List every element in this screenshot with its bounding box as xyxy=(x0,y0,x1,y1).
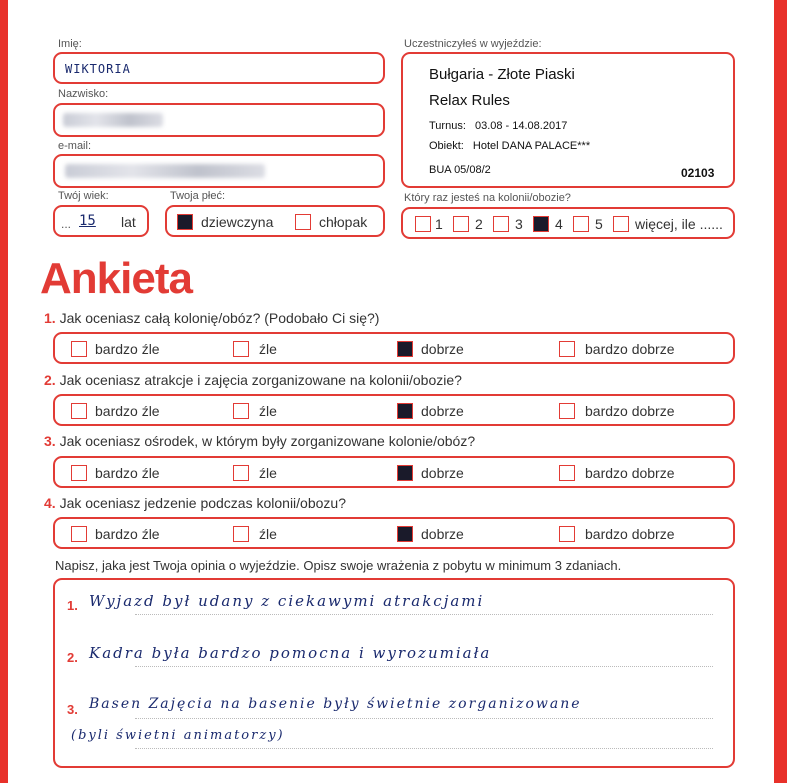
opinion-prompt: Napisz, jaka jest Twoja opinia o wyjeździe. Opisz swoje wrażenia z pobytu w minimum 3 zdaniach. xyxy=(55,558,622,573)
q4-dobrze-label: dobrze xyxy=(421,526,464,542)
which-time-1-label: 1 xyxy=(435,216,443,232)
question-3 xyxy=(44,433,475,449)
q1-dobrze-label: dobrze xyxy=(421,341,464,357)
gender-field xyxy=(165,205,385,237)
opinion-3-number: 3. xyxy=(67,702,78,717)
q1-dobrze-checkbox[interactable] xyxy=(397,341,413,357)
last-name-redacted xyxy=(63,113,163,127)
q1-bardzo-dobrze-checkbox[interactable] xyxy=(559,341,575,357)
trip-program: Relax Rules xyxy=(429,92,510,109)
q1-bardzo-zle-label: bardzo źle xyxy=(95,341,160,357)
opinion-1-number: 1. xyxy=(67,598,78,613)
q2-dobrze-label: dobrze xyxy=(421,403,464,419)
q1-zle-label: źle xyxy=(259,341,277,357)
gender-female-label: dziewczyna xyxy=(201,214,274,230)
question-2-number: 2. xyxy=(44,372,56,388)
q4-bardzo-zle-label: bardzo źle xyxy=(95,526,160,542)
age-label: Twój wiek: xyxy=(58,190,109,202)
which-time-3-label: 3 xyxy=(515,216,523,232)
opinion-box[interactable] xyxy=(53,578,735,768)
question-3-number: 3. xyxy=(44,433,56,449)
age-value: 15 xyxy=(79,213,96,229)
q2-bardzo-zle-label: bardzo źle xyxy=(95,403,160,419)
trip-box xyxy=(401,52,735,188)
which-time-5-label: 5 xyxy=(595,216,603,232)
gender-label: Twoja płeć: xyxy=(170,190,226,202)
trip-code: BUA 05/08/2 xyxy=(429,164,491,176)
first-name-field[interactable] xyxy=(53,52,385,84)
q1-bardzo-zle-checkbox[interactable] xyxy=(71,341,87,357)
opinion-2-number: 2. xyxy=(67,650,78,665)
which-time-more-label: więcej, ile ...... xyxy=(635,216,723,232)
which-time-more-checkbox[interactable] xyxy=(613,216,629,232)
survey-title: Ankieta xyxy=(40,254,192,303)
question-4-text: Jak oceniasz jedzenie podczas kolonii/obozu? xyxy=(59,495,346,511)
q3-zle-label: źle xyxy=(259,465,277,481)
which-time-field xyxy=(401,207,735,239)
q4-bardzo-dobrze-label: bardzo dobrze xyxy=(585,526,675,542)
q3-bardzo-zle-label: bardzo źle xyxy=(95,465,160,481)
which-time-2-checkbox[interactable] xyxy=(453,216,469,232)
turnus-value: 03.08 - 14.08.2017 xyxy=(474,120,568,132)
which-time-2-label: 2 xyxy=(475,216,483,232)
q2-dobrze-checkbox[interactable] xyxy=(397,403,413,419)
opinion-line-4 xyxy=(135,748,713,749)
opinion-2-text: Kadra była bardzo pomocna i wyrozumiała xyxy=(89,644,492,662)
question-1 xyxy=(44,310,379,326)
q4-bardzo-zle-checkbox[interactable] xyxy=(71,526,87,542)
question-3-text: Jak oceniasz ośrodek, w którym były zorganizowane kolonie/obóz? xyxy=(59,433,476,449)
q2-bardzo-dobrze-label: bardzo dobrze xyxy=(585,403,675,419)
q2-zle-label: źle xyxy=(259,403,277,419)
question-4-number: 4. xyxy=(44,495,56,511)
q4-zle-label: źle xyxy=(259,526,277,542)
q3-dobrze-label: dobrze xyxy=(421,465,464,481)
question-2-answers xyxy=(53,394,735,426)
gender-female-checkbox[interactable] xyxy=(177,214,193,230)
q2-bardzo-dobrze-checkbox[interactable] xyxy=(559,403,575,419)
last-name-field[interactable] xyxy=(53,103,385,137)
opinion-line-1 xyxy=(135,614,713,615)
question-4-answers xyxy=(53,517,735,549)
last-name-label: Nazwisko: xyxy=(58,88,109,100)
q3-bardzo-zle-checkbox[interactable] xyxy=(71,465,87,481)
question-1-answers xyxy=(53,332,735,364)
age-dots: ... xyxy=(61,217,72,231)
trip-destination: Bułgaria - Złote Piaski xyxy=(429,66,575,83)
which-time-1-checkbox[interactable] xyxy=(415,216,431,232)
age-unit: lat xyxy=(121,214,136,230)
which-time-5-checkbox[interactable] xyxy=(573,216,589,232)
which-time-4-checkbox[interactable] xyxy=(533,216,549,232)
opinion-line-3 xyxy=(135,718,713,719)
question-4 xyxy=(44,495,346,511)
first-name-value: WIKTORIA xyxy=(65,62,131,76)
age-field[interactable] xyxy=(53,205,149,237)
email-field[interactable] xyxy=(53,154,385,188)
trip-turnus xyxy=(429,120,567,132)
q2-bardzo-zle-checkbox[interactable] xyxy=(71,403,87,419)
q3-zle-checkbox[interactable] xyxy=(233,465,249,481)
q3-bardzo-dobrze-label: bardzo dobrze xyxy=(585,465,675,481)
q1-zle-checkbox[interactable] xyxy=(233,341,249,357)
email-label: e-mail: xyxy=(58,140,92,152)
q3-dobrze-checkbox[interactable] xyxy=(397,465,413,481)
which-time-4-label: 4 xyxy=(555,216,563,232)
q4-bardzo-dobrze-checkbox[interactable] xyxy=(559,526,575,542)
gender-male-checkbox[interactable] xyxy=(295,214,311,230)
trip-label: Uczestniczyłeś w wyjeździe: xyxy=(404,38,542,50)
opinion-4-text: (byli świetni animatorzy) xyxy=(71,728,285,743)
form-number: 02103 xyxy=(681,166,715,180)
question-2-text: Jak oceniasz atrakcje i zajęcia zorganizowane na kolonii/obozie? xyxy=(59,372,462,388)
question-1-number: 1. xyxy=(44,310,56,326)
question-3-answers xyxy=(53,456,735,488)
which-time-label: Który raz jesteś na kolonii/obozie? xyxy=(404,192,571,204)
trip-object xyxy=(429,140,590,152)
email-redacted xyxy=(65,164,265,178)
q1-bardzo-dobrze-label: bardzo dobrze xyxy=(585,341,675,357)
opinion-1-text: Wyjazd był udany z ciekawymi atrakcjami xyxy=(89,592,485,610)
question-1-text: Jak oceniasz całą kolonię/obóz? (Podobało Ci się?) xyxy=(59,310,380,326)
q2-zle-checkbox[interactable] xyxy=(233,403,249,419)
q4-dobrze-checkbox[interactable] xyxy=(397,526,413,542)
q4-zle-checkbox[interactable] xyxy=(233,526,249,542)
question-2 xyxy=(44,372,462,388)
gender-male-label: chłopak xyxy=(319,214,368,230)
q3-bardzo-dobrze-checkbox[interactable] xyxy=(559,465,575,481)
object-label: Obiekt: xyxy=(429,140,464,152)
opinion-line-2 xyxy=(135,666,713,667)
object-value: Hotel DANA PALACE*** xyxy=(472,140,591,152)
turnus-label: Turnus: xyxy=(429,120,466,132)
first-name-label: Imię: xyxy=(58,38,82,50)
opinion-3-text: Basen Zajęcia na basenie były świetnie zorganizowane xyxy=(89,696,582,712)
which-time-3-checkbox[interactable] xyxy=(493,216,509,232)
